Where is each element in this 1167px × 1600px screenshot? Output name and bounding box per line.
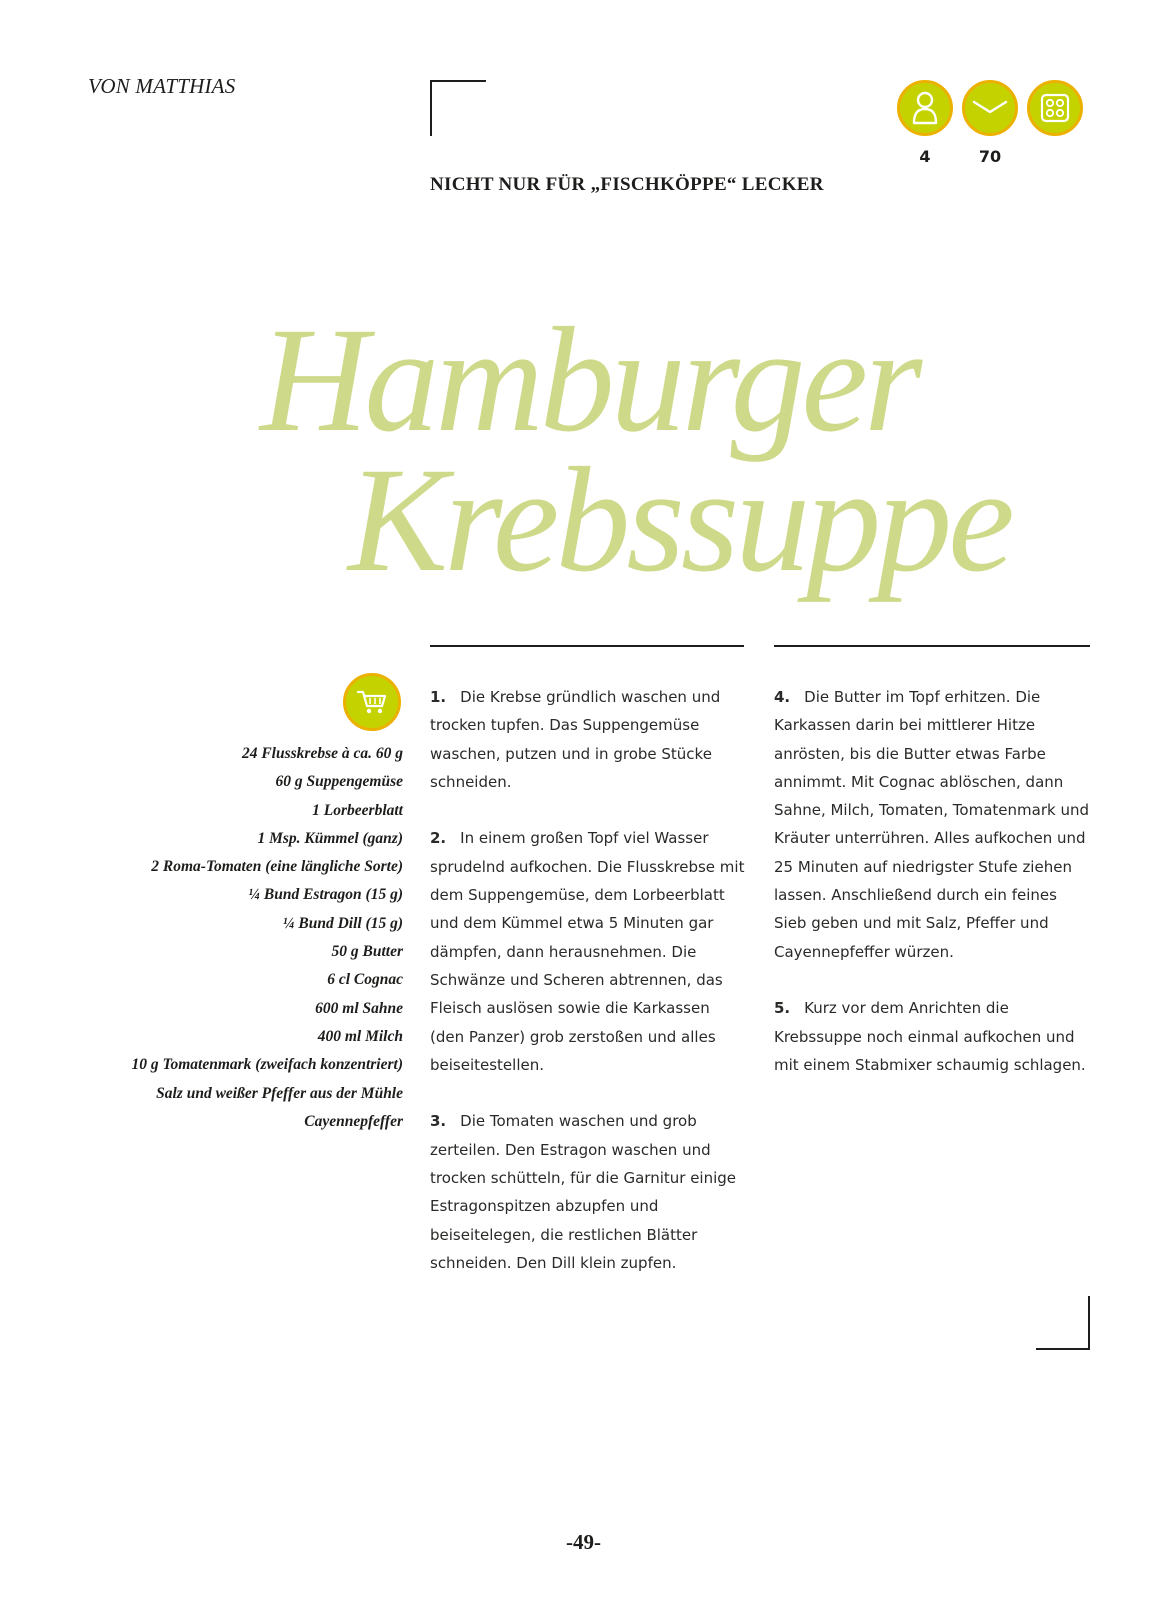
ingredient-item: 1 Lorbeerblatt [312,801,403,819]
recipe-title-line1: Hamburger [260,297,919,463]
step-text: Die Butter im Topf erhitzen. Die Karkassen darin bei mittlerer Hitze anrösten, bis die Butter etwas Farbe annimmt. Mit Cognac ablöschen, dann Sahne, Milch, Tomaten, Tomatenmark und Kräuter unterrühren. Alles aufkochen und 25 Minuten auf niedrigster Stufe ziehen lassen. Anschließend durch ein feines Sieb geben und mit Salz, Pfeffer und Cayennepfeffer würzen. [774,688,1089,961]
corner-mark-bottom-right [1036,1296,1090,1350]
ingredient-item: 50 g Butter [331,943,403,961]
step-4 [774,683,1090,966]
stove-badge [1027,80,1083,136]
step-3 [430,1107,746,1277]
servings-badge [897,80,953,136]
time-badge [962,80,1018,136]
servings-count: 4 [919,147,931,166]
column-rule-left [430,645,744,647]
step-number: 3. [430,1112,447,1131]
step-number: 5. [774,999,791,1018]
ingredient-item: 6 cl Cognac [327,971,403,989]
step-number: 2. [430,829,447,848]
ingredients-list [83,740,403,1136]
step-text: In einem großen Topf viel Wasser sprudelnd aufkochen. Die Flusskrebse mit dem Suppengemüse, dem Lorbeerblatt und dem Kümmel etwa 5 Minuten gar dämpfen, dann herausnehmen. Die Schwänze und Scheren abtrennen, das Fleisch auslösen sowie die Karkassen (den Panzer) grob zerstoßen und alles beiseitestellen. [430,829,745,1074]
steps-column-left [430,683,746,1306]
ingredient-item: 60 g Suppengemüse [275,773,403,791]
ingredient-item: 10 g Tomatenmark (zweifach konzentriert) [131,1056,403,1074]
step-text: Die Krebse gründlich waschen und trocken tupfen. Das Suppengemüse waschen, putzen und in grobe Stücke schneiden. [430,688,721,791]
author-byline: VON MATTHIAS [88,74,236,98]
step-2 [430,824,746,1079]
ingredients-badge [343,673,401,731]
page-number: -49- [566,1530,601,1554]
step-number: 1. [430,688,447,706]
recipe-subtitle: NICHT NUR FÜR „FISCHKÖPPE“ LECKER [430,174,824,195]
recipe-title-line2: Krebssuppe [348,437,1011,603]
step-number: 4. [774,688,791,706]
ingredient-item: Salz und weißer Pfeffer aus der Mühle [156,1084,403,1102]
time-minutes: 70 [978,147,1002,166]
step-text: Die Tomaten waschen und grob zerteilen. Den Estragon waschen und trocken schütteln, für die Garnitur einige Estragonspitzen abzupfen und beiseitelegen, die restlichen Blätter schneiden. Den Dill klein zupfen. [430,1112,737,1272]
ingredient-item: 600 ml Sahne [315,999,403,1017]
steps-column-right [774,683,1090,1107]
ingredient-item: ¼ Bund Dill (15 g) [282,914,403,932]
step-1 [430,683,746,796]
step-text: Kurz vor dem Anrichten die Krebssuppe noch einmal aufkochen und mit einem Stabmixer schaumig schlagen. [774,999,1086,1074]
ingredient-item: ¼ Bund Estragon (15 g) [248,886,403,904]
step-5 [774,994,1090,1079]
recipe-title [240,270,1011,630]
shopping-cart-icon [356,688,388,716]
ingredient-item: 2 Roma-Tomaten (eine längliche Sorte) [151,858,403,876]
ingredient-item: Cayennepfeffer [304,1112,403,1130]
clock-icon [971,96,1009,120]
ingredient-item: 1 Msp. Kümmel (ganz) [257,829,403,847]
ingredient-item: 24 Flusskrebse à ca. 60 g [241,745,403,762]
ingredient-item: 400 ml Milch [317,1027,403,1045]
corner-mark-top-left [430,80,486,136]
column-rule-right [774,645,1090,647]
person-icon [909,90,941,126]
stove-icon [1040,93,1070,123]
